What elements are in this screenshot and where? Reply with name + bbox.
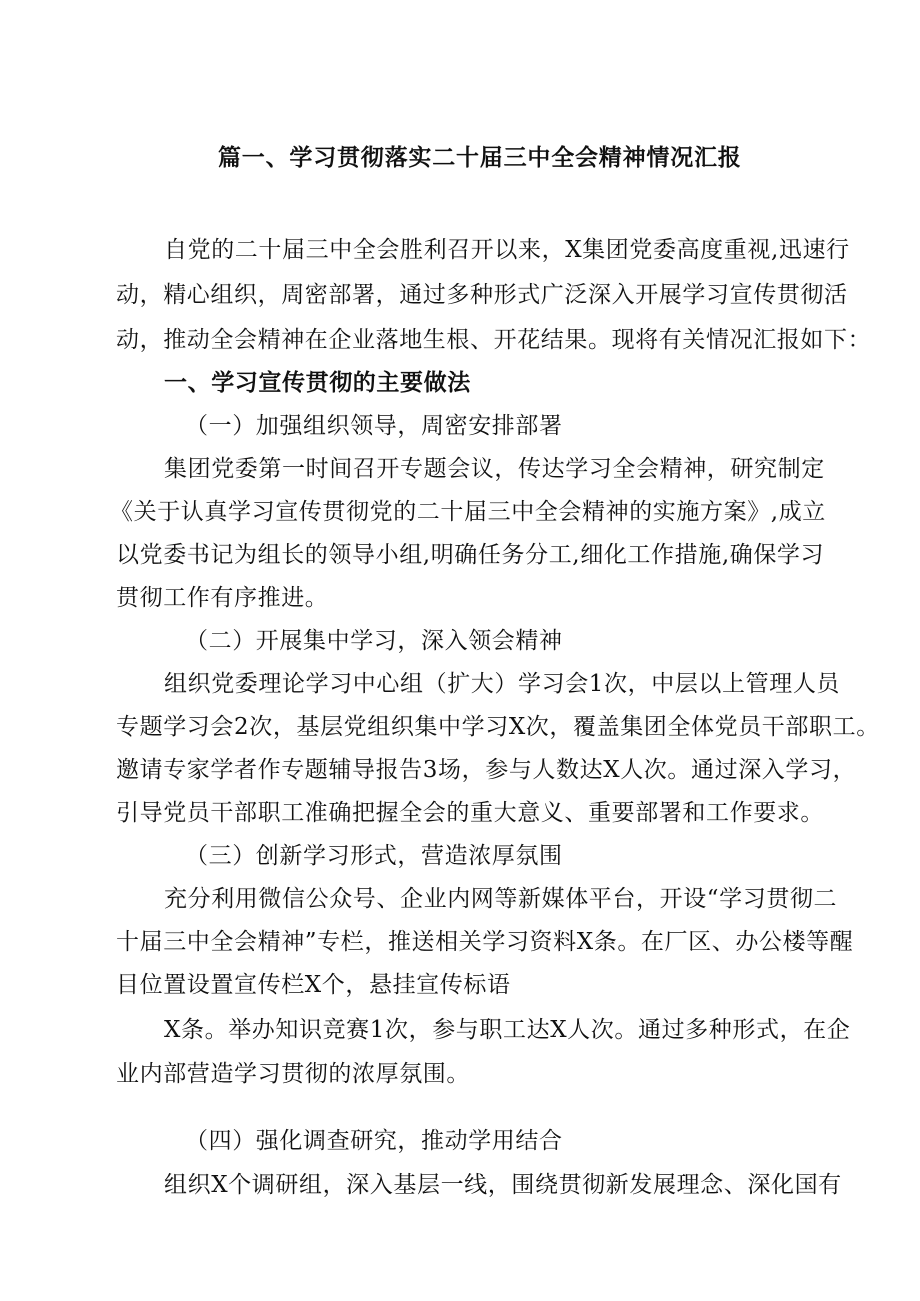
paragraph-line: 贯彻工作有序推进。 bbox=[116, 585, 329, 611]
paragraph-line: 自党的二十届三中全会胜利召开以来，X集团党委高度重视,迅速行 bbox=[164, 237, 850, 263]
paragraph-line: 组织党委理论学习中心组（扩大）学习会1次，中层以上管理人员 bbox=[164, 671, 841, 697]
subsection-heading: （一）加强组织领导，周密安排部署 bbox=[185, 413, 563, 439]
paragraph-line: 动，精心组织，周密部署，通过多种形式广泛深入开展学习宣传贯彻活 bbox=[116, 282, 848, 308]
paragraph-line: 充分利用微信公众号、企业内网等新媒体平台，开设“学习贯彻二 bbox=[164, 886, 838, 912]
subsection-heading: （三）创新学习形式，营造浓厚氛围 bbox=[185, 843, 563, 869]
paragraph-line: 十届三中全会精神”专栏，推送相关学习资料X条。在厂区、办公楼等醒 bbox=[116, 929, 854, 955]
section-heading: 一、学习宣传贯彻的主要做法 bbox=[164, 369, 471, 396]
paragraph-line: 《关于认真学习宣传贯彻党的二十届三中全会精神的实施方案》,成立 bbox=[110, 499, 826, 525]
subsection-heading: （二）开展集中学习，深入领会精神 bbox=[185, 628, 563, 654]
paragraph-line: 邀请专家学者作专题辅导报告3场，参与人数达X人次。通过深入学习， bbox=[116, 757, 857, 783]
paragraph-line: 以党委书记为组长的领导小组,明确任务分工,细化工作措施,确保学习 bbox=[116, 542, 825, 568]
paragraph-line: 业内部营造学习贯彻的浓厚氛围。 bbox=[116, 1061, 470, 1087]
paragraph-line: 动，推动全会精神在企业落地生根、开花结果。现将有关情况汇报如下： bbox=[116, 327, 872, 353]
paragraph-line: 引导党员干部职工准确把握全会的重大意义、重要部署和工作要求。 bbox=[116, 800, 824, 826]
paragraph-line: 集团党委第一时间召开专题会议，传达学习全会精神，研究制定 bbox=[164, 456, 825, 482]
subsection-heading: （四）强化调查研究，推动学用结合 bbox=[185, 1128, 563, 1154]
paragraph-line: X条。举办知识竞赛1次，参与职工达X人次。通过多种形式，在企 bbox=[164, 1017, 851, 1043]
paragraph-line: 专题学习会2次，基层党组织集中学习X次，覆盖集团全体党员干部职工。 bbox=[116, 714, 880, 740]
document-title: 篇一、学习贯彻落实二十届三中全会精神情况汇报 bbox=[218, 144, 742, 171]
paragraph-line: 组织X个调研组，深入基层一线，围绕贯彻新发展理念、深化国有 bbox=[164, 1172, 842, 1198]
paragraph-line: 目位置设置宣传栏X个，悬挂宣传标语 bbox=[116, 972, 511, 998]
